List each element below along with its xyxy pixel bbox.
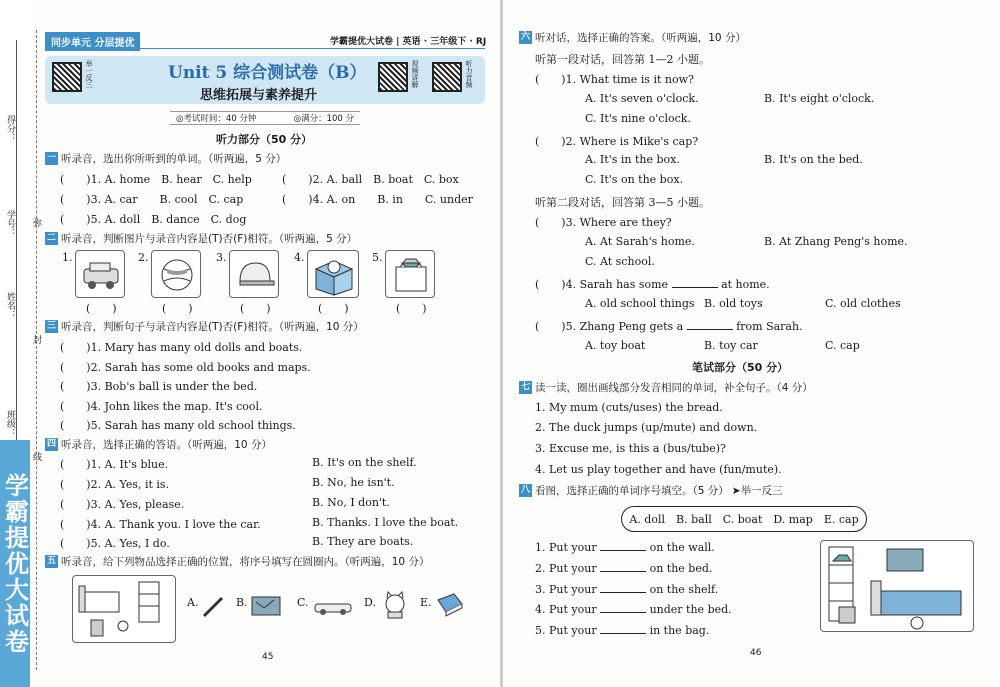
section-5-number: 五 — [46, 556, 56, 566]
s2-label-2: 2. — [138, 251, 149, 264]
section-6-number: 六 — [520, 32, 530, 42]
s4-q4-b: B. Thanks. I love the boat. — [312, 516, 459, 529]
s8-item-1-blank[interactable] — [600, 541, 646, 551]
section-2-number: 二 — [46, 233, 56, 243]
qr-code-audio[interactable] — [432, 62, 462, 92]
bedroom-scene-icon — [821, 541, 975, 633]
s1-q5: ( )5. A. doll B. dance C. dog — [60, 213, 247, 226]
s8-item-4 — [535, 603, 732, 616]
section-7-heading — [519, 380, 813, 395]
s8-item-3-pre: 3. Put your — [535, 583, 597, 596]
car-icon — [76, 251, 126, 299]
seal-char-2: 封 — [31, 335, 41, 344]
pencil-icon — [200, 594, 226, 620]
box-icon — [308, 251, 360, 299]
qr-code-video[interactable] — [378, 62, 408, 92]
s8-item-2-pre: 2. Put your — [535, 562, 597, 575]
toy-car-icon — [312, 596, 354, 616]
section-4-number: 四 — [46, 439, 56, 449]
s8-item-3 — [535, 583, 718, 596]
s6-q4-post: at home. — [721, 278, 770, 291]
s6-q5-pre: ( )5. Zhang Peng gets a — [535, 320, 684, 333]
qr-audio-label: 听力音频 — [465, 60, 473, 88]
s6-intro-2: 听第二段对话，回答第 3—5 小题。 — [535, 196, 710, 209]
s3-item-4: ( )4. John likes the map. It's cool. — [60, 400, 263, 413]
header-rule — [45, 48, 485, 49]
exam-time: ◎考试时间：40 分钟 — [176, 114, 257, 124]
section-3-heading — [45, 319, 364, 334]
s6-intro-1: 听第一段对话，回答第 1—2 小题。 — [535, 53, 710, 66]
page-subtitle: 思维拓展与素养提升 — [200, 88, 318, 103]
qr-video-label: 视频讲解 — [411, 60, 419, 88]
s8-item-2-post: on the bed. — [649, 562, 713, 575]
s8-item-5-blank[interactable] — [600, 624, 646, 634]
s2-label-5: 5. — [372, 251, 383, 264]
page-number-right: 46 — [750, 648, 762, 658]
s2-cap-picture — [229, 250, 279, 298]
s6-q4-b: B. old toys — [704, 297, 763, 310]
section-8-number: 八 — [520, 485, 530, 495]
s8-item-1-post: on the wall. — [649, 541, 715, 554]
s6-q5 — [535, 318, 803, 334]
map-icon — [250, 594, 282, 618]
section-7-instruction: 读一读，圈出画线部分发音相同的单词，补全句子。（4 分） — [535, 382, 813, 394]
s3-item-3: ( )3. Bob's ball is under the bed. — [60, 380, 258, 393]
section-6-heading — [519, 30, 746, 45]
s4-q5-b: B. They are boats. — [312, 535, 414, 548]
s4-q2-b: B. No, he isn't. — [312, 476, 395, 489]
s1-q4: ( )4. A. on B. in C. under — [282, 193, 473, 206]
s8-item-5-pre: 5. Put your — [535, 624, 597, 637]
section-1-heading — [45, 151, 286, 166]
section-3-number: 三 — [46, 321, 56, 331]
s2-box-boat-picture — [385, 250, 435, 298]
s6-q4-blank[interactable] — [672, 278, 718, 288]
s7-item-4[interactable]: 4. Let us play together and have (fun/mute). — [535, 463, 782, 476]
s6-q5-c: C. cap — [825, 339, 860, 352]
s2-label-3: 3. — [216, 251, 227, 264]
s6-q2-c: C. It's on the box. — [585, 173, 684, 186]
s5-option-c: C. — [297, 596, 309, 609]
s5-option-a: A. — [187, 596, 199, 609]
section-4-instruction: 听录音，选择正确的答语。（听两遍，10 分） — [61, 439, 272, 451]
exam-info — [170, 111, 360, 125]
cap-icon — [230, 251, 280, 299]
s6-q5-a: A. toy boat — [585, 339, 646, 352]
name-label: 姓名： — [5, 292, 15, 319]
s8-item-5 — [535, 624, 709, 637]
cat-doll-icon — [378, 590, 412, 620]
section-3-instruction: 听录音，判断句子与录音内容是(T)否(F)相符。（听两遍，10 分） — [61, 321, 364, 333]
s6-q3-c: C. At school. — [585, 255, 655, 268]
ball-icon — [152, 251, 202, 299]
section-5-heading — [45, 554, 429, 569]
gutter-line — [16, 40, 17, 440]
section-2-instruction: 听录音，判断图片与录音内容是(T)否(F)相符。（听两遍，5 分） — [61, 233, 358, 245]
s8-item-2-blank[interactable] — [600, 562, 646, 572]
s8-item-1-pre: 1. Put your — [535, 541, 597, 554]
score-label: 得分： — [5, 115, 15, 142]
s8-word-options: A. doll B. ball C. boat D. map E. cap — [621, 506, 867, 532]
s5-room-picture — [72, 575, 176, 643]
s5-option-b: B. — [236, 596, 248, 609]
s2-answer-2[interactable]: ( ) — [162, 302, 193, 315]
s1-q3: ( )3. A. car B. cool C. cap — [60, 193, 244, 206]
s6-q1-c: C. It's nine o'clock. — [585, 112, 691, 125]
s7-item-1[interactable]: 1. My mum (cuts/uses) the bread. — [535, 401, 723, 414]
s6-q4-a: A. old school things — [585, 297, 695, 310]
section-6-instruction: 听对话，选择正确的答案。（听两遍，10 分） — [535, 32, 746, 44]
header-brand: 学霸提优大试卷 | 英语 · 三年级下 · RJ — [330, 37, 487, 47]
listening-part-title: 听力部分（50 分） — [216, 133, 313, 146]
s6-q3-a: A. At Sarah's home. — [585, 235, 695, 248]
section-7-number: 七 — [520, 382, 530, 392]
section-4-heading — [45, 437, 272, 452]
s8-item-2 — [535, 562, 712, 575]
s3-item-2: ( )2. Sarah has some old books and maps. — [60, 361, 311, 374]
page-title: Unit 5 综合测试卷（B） — [168, 63, 367, 83]
s2-label-4: 4. — [294, 251, 305, 264]
s6-q1: ( )1. What time is it now? — [535, 73, 694, 86]
s6-q1-a: A. It's seven o'clock. — [585, 92, 699, 105]
box-boat-icon — [386, 251, 436, 299]
s2-label-1: 1. — [62, 251, 73, 264]
s5-option-d: D. — [364, 596, 376, 609]
s2-answer-3[interactable]: ( ) — [240, 302, 271, 315]
s4-q1-a: ( )1. A. It's blue. — [60, 458, 169, 471]
s6-q4-c: C. old clothes — [825, 297, 901, 310]
s4-q5-a: ( )5. A. Yes, I do. — [60, 537, 170, 550]
s6-q2-a: A. It's in the box. — [585, 153, 680, 166]
written-part-title: 笔试部分（50 分） — [692, 361, 789, 374]
s2-box-ball-picture — [307, 250, 359, 298]
s2-answer-1[interactable]: ( ) — [86, 302, 117, 315]
s6-q5-blank[interactable] — [687, 320, 733, 330]
s5-option-e: E. — [420, 596, 432, 609]
s6-q2-b: B. It's on the bed. — [764, 153, 863, 166]
s8-item-4-pre: 4. Put your — [535, 603, 597, 616]
s6-q5-b: B. toy car — [704, 339, 758, 352]
section-8-extra-link[interactable]: ➤举一反三 — [731, 485, 783, 497]
section-5-instruction: 听录音，给下列物品选择正确的位置，将序号填写在圆圈内。（听两遍，10 分） — [61, 556, 430, 568]
s1-q2: ( )2. A. ball B. boat C. box — [282, 173, 459, 186]
s7-item-3[interactable]: 3. Excuse me, is this a (bus/tube)? — [535, 442, 726, 455]
section-8-heading — [519, 483, 783, 498]
s2-car-picture — [75, 250, 125, 298]
s1-q1: ( )1. A. home B. hear C. help — [60, 173, 252, 186]
s6-q2: ( )2. Where is Mike's cap? — [535, 135, 699, 148]
bedroom-icon — [73, 576, 177, 644]
s4-q3-a: ( )3. A. Yes, please. — [60, 498, 185, 511]
s8-bedroom-picture — [820, 540, 974, 632]
book-icon — [434, 590, 466, 620]
s8-item-3-blank[interactable] — [600, 583, 646, 593]
s6-q4-pre: ( )4. Sarah has some — [535, 278, 669, 291]
section-8-instruction: 看图，选择正确的单词序号填空。（5 分） — [535, 485, 729, 497]
s3-item-1: ( )1. Mary has many old dolls and boats. — [60, 341, 303, 354]
s2-answer-4[interactable]: ( ) — [318, 302, 349, 315]
s7-item-2[interactable]: 2. The duck jumps (up/mute) and down. — [535, 421, 758, 434]
seal-line — [36, 30, 37, 670]
s2-answer-5[interactable]: ( ) — [396, 302, 427, 315]
s6-q4 — [535, 276, 770, 292]
s6-q1-b: B. It's eight o'clock. — [764, 92, 875, 105]
exam-score: ◎满分：100 分 — [293, 114, 354, 124]
s4-q2-a: ( )2. A. Yes, it is. — [60, 478, 170, 491]
s2-ball-picture — [151, 250, 201, 298]
unit-tag: 同步单元 分层提优 — [45, 32, 140, 51]
s8-item-5-post: in the bag. — [649, 624, 710, 637]
section-1-instruction: 听录音，选出你所听到的单词。（听两遍，5 分） — [61, 153, 287, 165]
student-id-label: 学号： — [5, 210, 15, 237]
s8-item-4-post: under the bed. — [649, 603, 732, 616]
seal-char-1: 弥 — [31, 218, 41, 227]
s6-q5-post: from Sarah. — [736, 320, 803, 333]
s8-item-3-post: on the shelf. — [649, 583, 719, 596]
s4-q3-b: B. No, I don't. — [312, 496, 390, 509]
s8-item-1 — [535, 541, 715, 554]
class-label: 班级： — [5, 410, 15, 437]
qr-code-left[interactable] — [52, 62, 82, 92]
seal-char-3: 线 — [31, 452, 41, 461]
brand-vertical-bar: 学霸提优大试卷 — [0, 440, 30, 687]
qr-left-label: 举一反三 — [85, 60, 93, 88]
s4-q4-a: ( )4. A. Thank you. I love the car. — [60, 518, 261, 531]
page-number-left: 45 — [262, 652, 274, 662]
section-1-number: 一 — [46, 153, 56, 163]
s4-q1-b: B. It's on the shelf. — [312, 456, 417, 469]
s3-item-5: ( )5. Sarah has many old school things. — [60, 419, 296, 432]
s6-q3-b: B. At Zhang Peng's home. — [764, 235, 908, 248]
s8-item-4-blank[interactable] — [600, 603, 646, 613]
s6-q3: ( )3. Where are they? — [535, 216, 672, 229]
section-2-heading — [45, 231, 357, 246]
right-page — [503, 0, 1000, 687]
